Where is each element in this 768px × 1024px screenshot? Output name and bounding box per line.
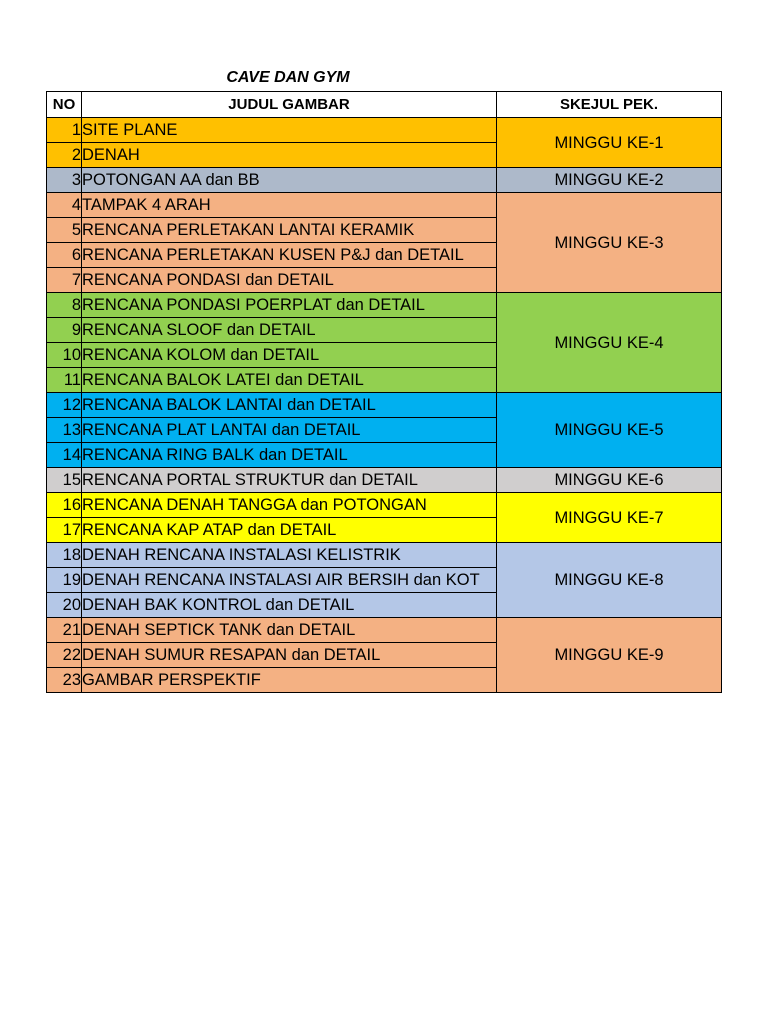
row-number: 5 (47, 218, 82, 243)
drawing-title: RENCANA BALOK LATEI dan DETAIL (82, 368, 497, 393)
drawing-title: DENAH SUMUR RESAPAN dan DETAIL (82, 643, 497, 668)
table-row (47, 168, 722, 193)
drawing-title: DENAH SEPTICK TANK dan DETAIL (82, 618, 497, 643)
header-title: JUDUL GAMBAR (82, 92, 497, 118)
row-number: 19 (47, 568, 82, 593)
week-cell: MINGGU KE-5 (497, 393, 722, 468)
row-number: 17 (47, 518, 82, 543)
row-number: 6 (47, 243, 82, 268)
schedule-table (46, 91, 722, 693)
drawing-title: RENCANA PLAT LANTAI dan DETAIL (82, 418, 497, 443)
drawing-title: POTONGAN AA dan BB (82, 168, 497, 193)
table-row (47, 193, 722, 218)
table-row (47, 618, 722, 643)
drawing-title: RENCANA PONDASI POERPLAT dan DETAIL (82, 293, 497, 318)
row-number: 16 (47, 493, 82, 518)
drawing-title: DENAH RENCANA INSTALASI KELISTRIK (82, 543, 497, 568)
row-number: 23 (47, 668, 82, 693)
row-number: 10 (47, 343, 82, 368)
row-number: 18 (47, 543, 82, 568)
row-number: 12 (47, 393, 82, 418)
header-schedule: SKEJUL PEK. (497, 92, 722, 118)
row-number: 3 (47, 168, 82, 193)
drawing-title: RENCANA SLOOF dan DETAIL (82, 318, 497, 343)
week-cell: MINGGU KE-1 (497, 118, 722, 168)
week-cell: MINGGU KE-7 (497, 493, 722, 543)
table-row (47, 493, 722, 518)
table-row (47, 293, 722, 318)
row-number: 14 (47, 443, 82, 468)
drawing-title: RENCANA DENAH TANGGA dan POTONGAN (82, 493, 497, 518)
drawing-title: GAMBAR PERSPEKTIF (82, 668, 497, 693)
week-cell: MINGGU KE-2 (497, 168, 722, 193)
drawing-title: DENAH BAK KONTROL dan DETAIL (82, 593, 497, 618)
row-number: 13 (47, 418, 82, 443)
week-cell: MINGGU KE-4 (497, 293, 722, 393)
row-number: 21 (47, 618, 82, 643)
document-title: CAVE DAN GYM (226, 69, 350, 86)
row-number: 7 (47, 268, 82, 293)
drawing-title: RENCANA KOLOM dan DETAIL (82, 343, 497, 368)
row-number: 11 (47, 368, 82, 393)
table-row (47, 543, 722, 568)
drawing-title: RENCANA PONDASI dan DETAIL (82, 268, 497, 293)
table-row (47, 118, 722, 143)
drawing-title: DENAH (82, 143, 497, 168)
row-number: 15 (47, 468, 82, 493)
header-row (47, 92, 722, 118)
drawing-title: RENCANA RING BALK dan DETAIL (82, 443, 497, 468)
week-cell: MINGGU KE-6 (497, 468, 722, 493)
schedule-body (47, 118, 722, 693)
drawing-title: RENCANA BALOK LANTAI dan DETAIL (82, 393, 497, 418)
row-number: 1 (47, 118, 82, 143)
drawing-title: RENCANA PERLETAKAN LANTAI KERAMIK (82, 218, 497, 243)
drawing-title: SITE PLANE (82, 118, 497, 143)
row-number: 2 (47, 143, 82, 168)
row-number: 4 (47, 193, 82, 218)
header-no: NO (47, 92, 82, 118)
week-cell: MINGGU KE-8 (497, 543, 722, 618)
week-cell: MINGGU KE-3 (497, 193, 722, 293)
row-number: 22 (47, 643, 82, 668)
table-row (47, 468, 722, 493)
drawing-title: RENCANA PORTAL STRUKTUR dan DETAIL (82, 468, 497, 493)
drawing-title: RENCANA KAP ATAP dan DETAIL (82, 518, 497, 543)
drawing-title: RENCANA PERLETAKAN KUSEN P&J dan DETAIL (82, 243, 497, 268)
week-cell: MINGGU KE-9 (497, 618, 722, 693)
table-row (47, 393, 722, 418)
drawing-title: TAMPAK 4 ARAH (82, 193, 497, 218)
row-number: 20 (47, 593, 82, 618)
row-number: 9 (47, 318, 82, 343)
row-number: 8 (47, 293, 82, 318)
drawing-title: DENAH RENCANA INSTALASI AIR BERSIH dan KOT (82, 568, 497, 593)
